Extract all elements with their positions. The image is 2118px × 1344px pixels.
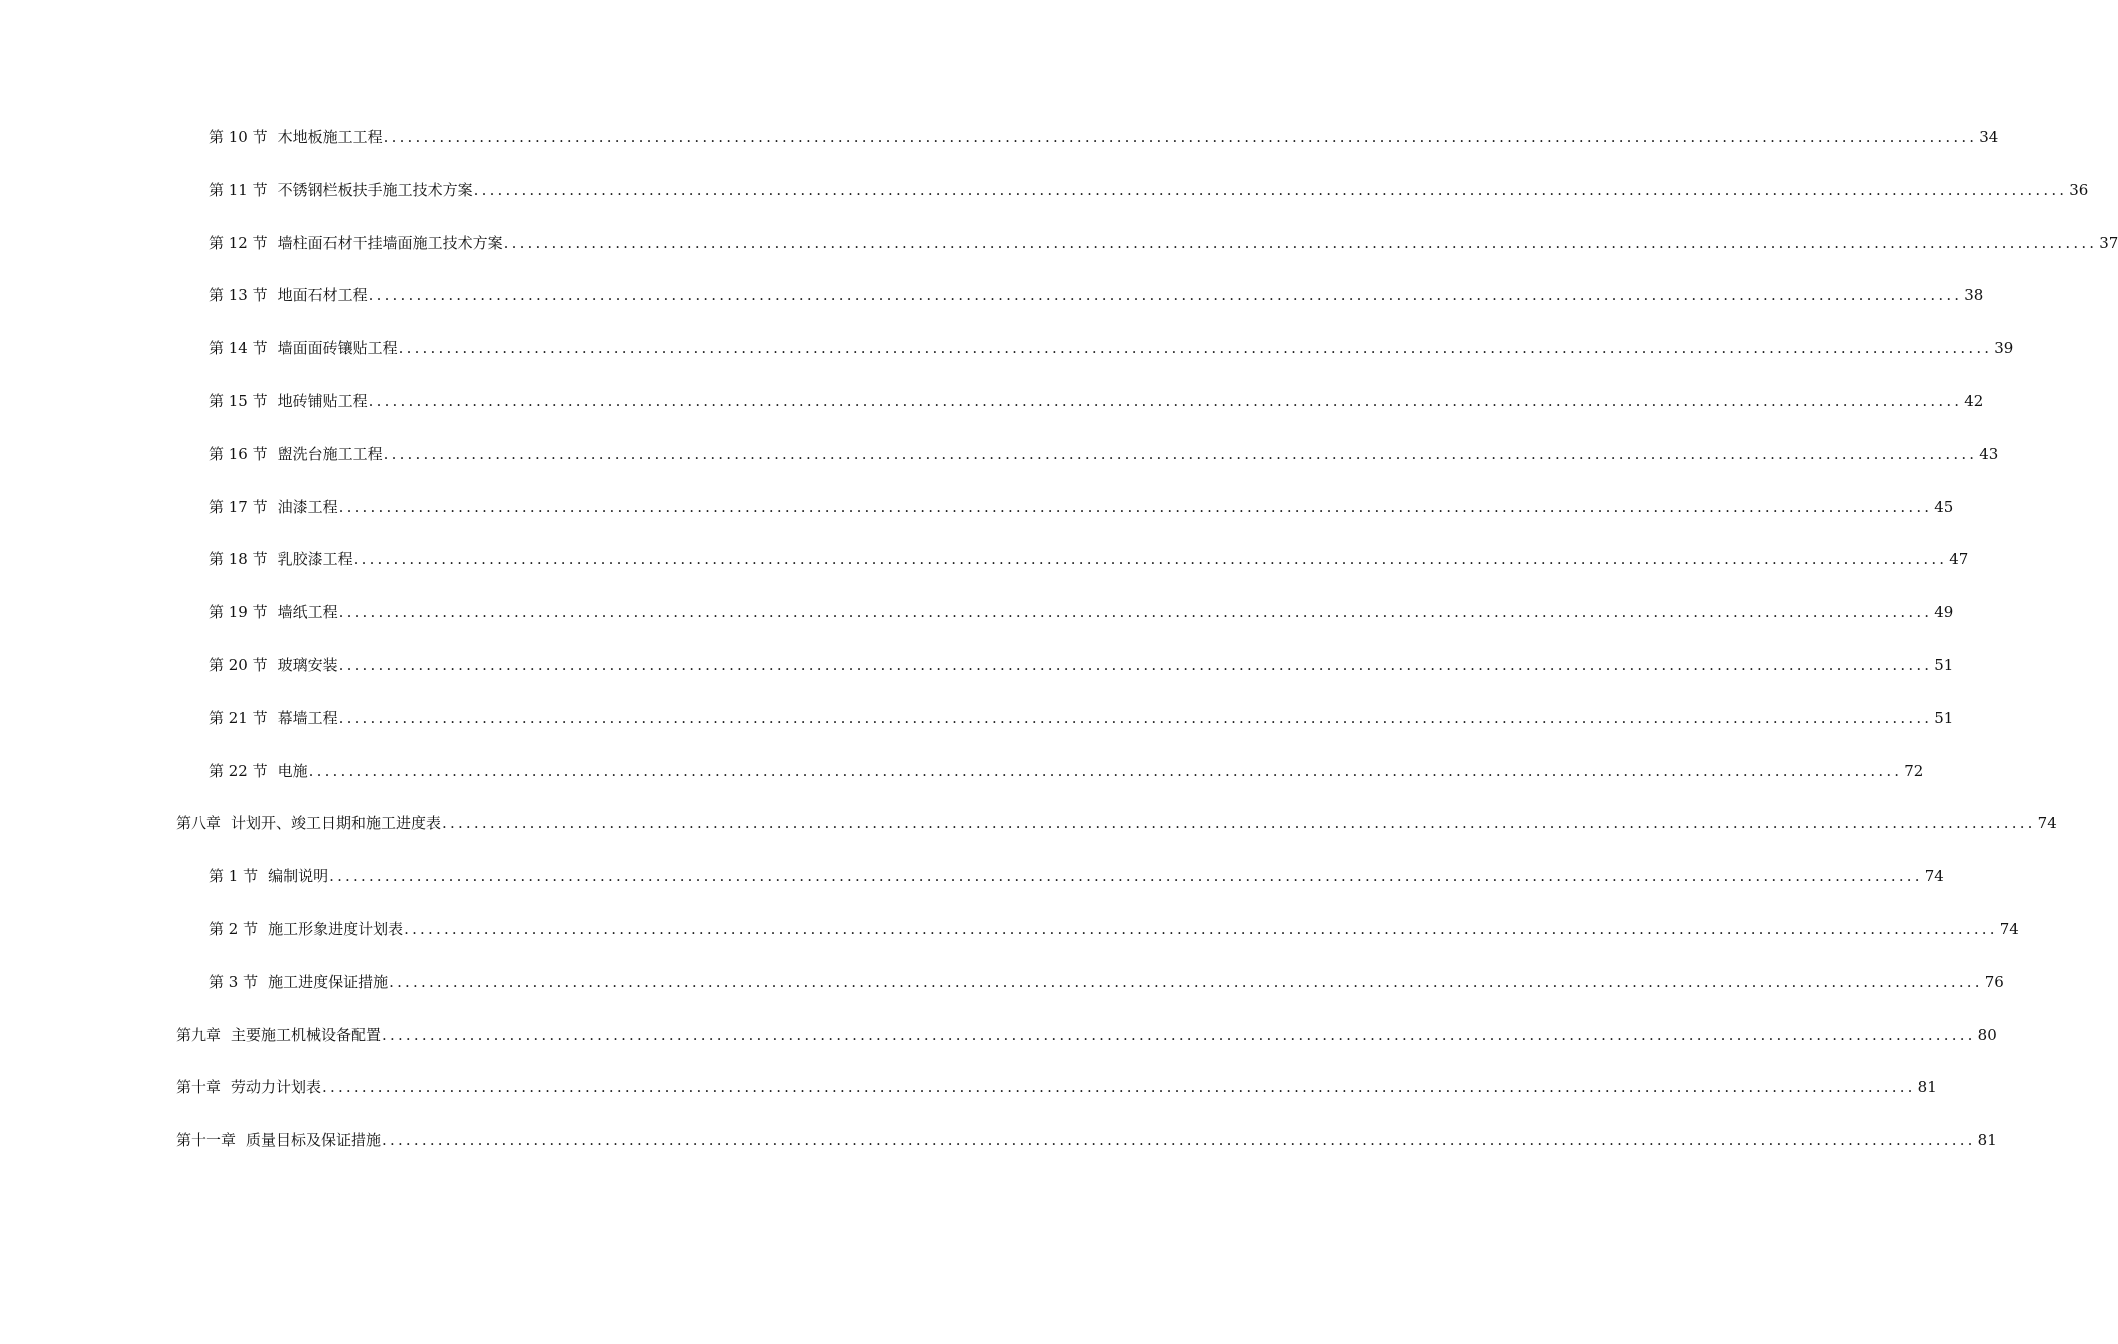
toc-dot-leader: ........................................................................................................................................................................................................ xyxy=(382,1025,1976,1044)
toc-entry-number: 第 12 节 xyxy=(209,233,268,252)
toc-page-number: 49 xyxy=(1934,603,1954,622)
toc-entry-title: 墙面面砖镶贴工程 xyxy=(277,339,398,358)
toc-page-number: 42 xyxy=(1964,391,1984,410)
toc-section-entry xyxy=(209,123,1999,176)
toc-section-entry xyxy=(209,281,1984,334)
toc-entry-title: 地砖铺贴工程 xyxy=(277,391,368,410)
toc-dot-leader: ........................................................................................................................................................................................................ xyxy=(442,814,2036,833)
toc-section-entry xyxy=(209,545,1969,598)
toc-page-number: 72 xyxy=(1904,761,1924,780)
toc-dot-leader: ........................................................................................................................................................................................................ xyxy=(398,339,1993,358)
toc-page-number: 47 xyxy=(1949,550,1969,569)
toc-page-number: 81 xyxy=(1977,1131,1997,1150)
toc-entry-number: 第 11 节 xyxy=(209,180,268,199)
table-of-contents xyxy=(0,123,2118,1179)
toc-entry-title: 地面石材工程 xyxy=(277,286,368,305)
toc-page-number: 38 xyxy=(1964,286,1984,305)
toc-section-entry xyxy=(209,704,1954,757)
toc-section-entry xyxy=(209,862,1944,915)
toc-dot-leader: ........................................................................................................................................................................................................ xyxy=(368,286,1963,305)
toc-entry-number: 第 2 节 xyxy=(209,919,259,938)
toc-dot-leader: ........................................................................................................................................................................................................ xyxy=(308,761,1903,780)
toc-page-number: 74 xyxy=(2037,814,2057,833)
toc-entry-number: 第十一章 xyxy=(176,1131,237,1150)
toc-entry-number: 第 19 节 xyxy=(209,603,268,622)
toc-section-entry xyxy=(209,968,2004,1021)
toc-chapter-entry xyxy=(176,1021,1997,1074)
toc-entry-title: 盥洗台施工工程 xyxy=(277,444,383,463)
toc-page-number: 80 xyxy=(1977,1025,1997,1044)
toc-section-entry xyxy=(209,651,1954,704)
toc-dot-leader: ........................................................................................................................................................................................................ xyxy=(329,867,1923,886)
toc-entry-title: 墙纸工程 xyxy=(277,603,338,622)
toc-section-entry xyxy=(209,598,1954,651)
toc-section-entry xyxy=(209,915,2019,968)
toc-entry-number: 第 1 节 xyxy=(209,867,259,886)
toc-page-number: 51 xyxy=(1934,708,1954,727)
toc-section-entry xyxy=(209,387,1984,440)
toc-section-entry xyxy=(209,440,1999,493)
toc-page-number: 34 xyxy=(1979,128,1999,146)
toc-dot-leader: ........................................................................................................................................................................................................ xyxy=(389,972,1983,991)
toc-page-number: 51 xyxy=(1934,655,1954,674)
toc-section-entry xyxy=(209,176,2089,229)
toc-entry-number: 第 14 节 xyxy=(209,339,268,358)
toc-entry-number: 第 15 节 xyxy=(209,391,268,410)
toc-section-entry xyxy=(209,334,2014,387)
toc-section-entry xyxy=(209,229,2118,282)
toc-dot-leader: ........................................................................................................................................................................................................ xyxy=(383,128,1978,146)
toc-dot-leader: ........................................................................................................................................................................................................ xyxy=(383,444,1978,463)
toc-page-number: 74 xyxy=(1924,867,1944,886)
toc-dot-leader: ........................................................................................................................................................................................................ xyxy=(338,708,1933,727)
toc-entry-number: 第九章 xyxy=(176,1025,222,1044)
toc-chapter-entry xyxy=(176,1073,1937,1126)
toc-entry-number: 第 16 节 xyxy=(209,444,268,463)
toc-entry-title: 不锈钢栏板扶手施工技术方案 xyxy=(277,180,473,199)
toc-entry-title: 油漆工程 xyxy=(277,497,338,516)
toc-page-number: 74 xyxy=(1999,919,2019,938)
toc-entry-number: 第 17 节 xyxy=(209,497,268,516)
toc-entry-title: 木地板施工工程 xyxy=(277,128,383,146)
toc-chapter-entry xyxy=(176,1126,1997,1179)
toc-dot-leader: ........................................................................................................................................................................................................ xyxy=(338,603,1933,622)
toc-entry-title: 劳动力计划表 xyxy=(231,1078,322,1097)
toc-entry-title: 幕墙工程 xyxy=(277,708,338,727)
toc-entry-number: 第 22 节 xyxy=(209,761,268,780)
toc-page-number: 36 xyxy=(2069,180,2089,199)
toc-entry-title: 电施 xyxy=(277,761,308,780)
toc-dot-leader: ........................................................................................................................................................................................................ xyxy=(503,233,2098,252)
toc-chapter-entry xyxy=(176,809,2057,862)
toc-entry-number: 第 3 节 xyxy=(209,972,259,991)
toc-page-number: 43 xyxy=(1979,444,1999,463)
toc-page-number: 45 xyxy=(1934,497,1954,516)
toc-entry-title: 施工进度保证措施 xyxy=(268,972,389,991)
toc-entry-title: 计划开、竣工日期和施工进度表 xyxy=(231,814,442,833)
toc-dot-leader: ........................................................................................................................................................................................................ xyxy=(338,655,1933,674)
toc-entry-number: 第 20 节 xyxy=(209,655,268,674)
toc-dot-leader: ........................................................................................................................................................................................................ xyxy=(338,497,1933,516)
toc-dot-leader: ........................................................................................................................................................................................................ xyxy=(353,550,1948,569)
toc-page-number: 39 xyxy=(1994,339,2014,358)
toc-entry-title: 玻璃安装 xyxy=(277,655,338,674)
toc-entry-number: 第十章 xyxy=(176,1078,222,1097)
toc-entry-title: 主要施工机械设备配置 xyxy=(231,1025,382,1044)
toc-entry-number: 第 21 节 xyxy=(209,708,268,727)
toc-page-number: 81 xyxy=(1917,1078,1937,1097)
toc-entry-title: 质量目标及保证措施 xyxy=(246,1131,382,1150)
toc-entry-title: 墙柱面石材干挂墙面施工技术方案 xyxy=(277,233,503,252)
toc-dot-leader: ........................................................................................................................................................................................................ xyxy=(382,1131,1976,1150)
toc-entry-number: 第 18 节 xyxy=(209,550,268,569)
toc-section-entry xyxy=(209,493,1954,546)
toc-dot-leader: ........................................................................................................................................................................................................ xyxy=(404,919,1998,938)
toc-page-number: 37 xyxy=(2099,233,2118,252)
toc-page-number: 76 xyxy=(1984,972,2004,991)
toc-entry-number: 第 10 节 xyxy=(209,128,268,146)
toc-entry-title: 乳胶漆工程 xyxy=(277,550,353,569)
toc-entry-title: 施工形象进度计划表 xyxy=(268,919,404,938)
toc-dot-leader: ........................................................................................................................................................................................................ xyxy=(473,180,2068,199)
toc-entry-number: 第 13 节 xyxy=(209,286,268,305)
toc-dot-leader: ........................................................................................................................................................................................................ xyxy=(368,391,1963,410)
toc-section-entry xyxy=(209,757,1924,810)
toc-dot-leader: ........................................................................................................................................................................................................ xyxy=(322,1078,1916,1097)
toc-entry-title: 编制说明 xyxy=(268,867,329,886)
toc-entry-number: 第八章 xyxy=(176,814,222,833)
